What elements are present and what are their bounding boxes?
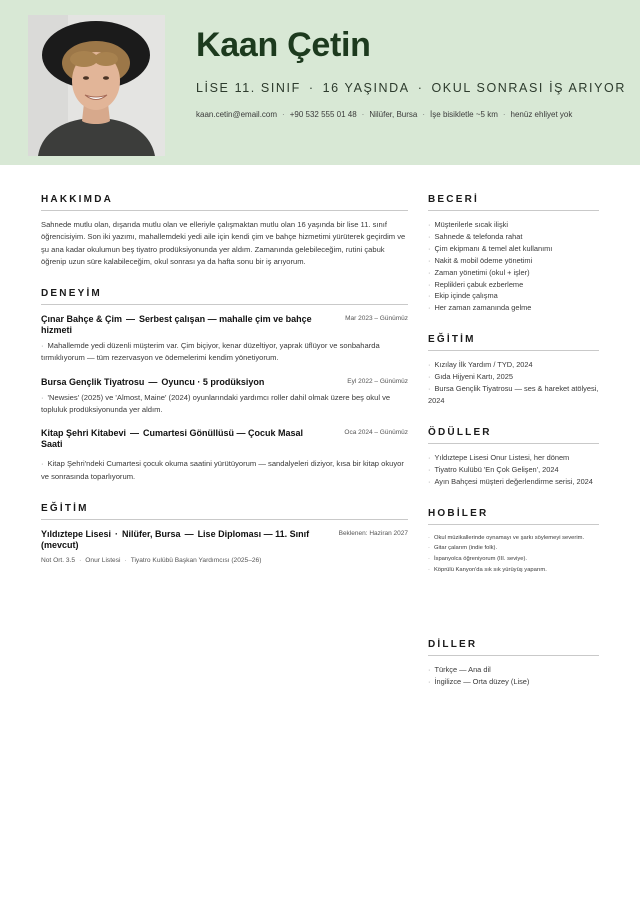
skills-section [428, 194, 599, 314]
list-item: · Zaman yönetimi (okul + işler) [428, 267, 530, 277]
job-entry [41, 314, 408, 365]
education-meta: Not Ort. 3.5 · Onur Listesi · Tiyatro Kulübü Başkan Yardımcısı (2025–26) [41, 556, 262, 564]
job-entry [41, 377, 408, 417]
list-item: · Yıldıztepe Lisesi Onur Listesi, her dönem [428, 452, 570, 462]
section-title: HOBİLER [428, 508, 599, 525]
job-org: Kitap Şehri Kitabevi [41, 428, 127, 439]
list-item: · Tiyatro Kulübü 'En Çok Gelişen', 2024 [428, 464, 559, 474]
job-date: Oca 2024 – Günümüz [344, 429, 408, 437]
about-text: Sahnede mutlu olan, dışarıda mutlu olan ve elleriyle çalışmaktan mutlu olan 16 yaşında bir lise 11. sınıf öğrencisiyim. Son iki yazımı, mahallemdeki yedi aile için kendi çim ve bahçe hizmetimi yürüterek geçirdim ve şu ana kadar okulumun beş tiyatro prodüksiyonunda yer aldım. Zamanında gelebileceğim, rutini çabuk öğrenip uzun süre kalabileceğim, okul sonrası ya da hafta sonu bir iş arıyorum. [41, 220, 406, 266]
job-org: Çınar Bahçe & Çim [41, 314, 123, 325]
separator: · [417, 81, 424, 95]
list-item: · İngilizce — Orta düzey (Lise) [428, 676, 530, 686]
job-date: Eyl 2022 – Günümüz [347, 377, 408, 385]
job-bullet: · Kitap Şehri'ndeki Cumartesi çocuk okuma saatini yürütüyorum — sandalyeleri diziyor, kısa bir kitap okuyor ve sonrasında toparlıyorum. [41, 459, 404, 481]
section-title: BECERİ [428, 194, 599, 211]
experience-section [41, 288, 408, 483]
list-item: · Gıda Hijyeni Kartı, 2025 [428, 372, 513, 382]
list-item: · Sahnede & telefonda rahat [428, 231, 523, 241]
school-location: Nilüfer, Bursa [122, 528, 181, 539]
job-title: Bursa Gençlik Tiyatrosu — Oyuncu · 5 prodüksiyon [41, 376, 265, 387]
section-title: DİLLER [428, 639, 599, 656]
contact-line: kaan.cetin@email.com · +90 532 555 01 48 · Nilüfer, Bursa · İşe bisikletle ~5 km · henüz ehliyet yok [196, 110, 573, 119]
education-entry [41, 529, 408, 564]
languages-list [428, 664, 599, 688]
job-org: Bursa Gençlik Tiyatrosu [41, 376, 145, 387]
list-item: · Ekip içinde çalışma [428, 291, 498, 301]
education-date: Beklenen: Haziran 2027 [338, 529, 408, 537]
separator: · [308, 81, 315, 95]
about-section [41, 194, 408, 268]
job-bullet: · 'Newsies' (2025) ve 'Almost, Maine' (2024) oyunlarındaki yardımcı roller dahil olmak üzere beş okul ve topluluk prodüksiyonunda yer aldım. [41, 392, 391, 415]
job-title: Çınar Bahçe & Çim — Serbest çalışan — mahalle çim ve bahçe hizmeti [41, 314, 312, 336]
tagline [196, 81, 626, 95]
school-name: Yıldıztepe Lisesi [41, 528, 112, 539]
list-item: · Her zaman zamanında gelme [428, 303, 532, 313]
education-title: Yıldıztepe Lisesi · Nilüfer, Bursa — Lise Diploması — 11. Sınıf (mevcut) [41, 528, 310, 550]
job-entry [41, 428, 408, 483]
languages-section [428, 639, 599, 688]
section-title: HAKKIMDA [41, 194, 408, 211]
list-item: · Bursa Gençlik Tiyatrosu — ses & hareket atölyesi, 2024 [428, 384, 599, 405]
education-section [41, 503, 408, 564]
job-date: Mar 2023 – Günümüz [345, 315, 408, 323]
awards-section [428, 427, 599, 488]
section-title: ÖDÜLLER [428, 427, 599, 444]
list-item: · İspanyolca öğreniyorum (III. seviye). [428, 556, 528, 563]
list-item: · Gitar çalarım (indie folk). [428, 545, 498, 552]
list-item: · Ayın Bahçesi müşteri değerlendirme serisi, 2024 [428, 476, 593, 486]
list-item: · Türkçe — Ana dil [428, 665, 491, 674]
section-title: EĞİTİM [41, 503, 408, 520]
tagline-grade: LİSE 11. SINIF [196, 81, 301, 95]
job-title: Kitap Şehri Kitabevi — Cumartesi Gönüllüsü — Çocuk Masal Saati [41, 428, 304, 450]
certificates-section [428, 334, 599, 407]
contact-commute: İşe bisikletle ~5 km [430, 110, 498, 119]
list-item: · Köprülü Kanyon'da sık sık yürüyüş yaparım. [428, 566, 547, 573]
side-column [428, 194, 599, 686]
profile-photo [28, 15, 165, 156]
header-band [0, 0, 640, 165]
list-item: · Replikleri çabuk ezberleme [428, 279, 524, 289]
main-column [41, 194, 408, 564]
list-item: · Müşterilerle sıcak ilişki [428, 220, 508, 229]
job-role: Cumartesi Gönüllüsü — Çocuk Masal Saati [41, 428, 304, 450]
section-title: DENEYİM [41, 288, 408, 305]
job-bullet: · Mahallemde yedi düzenli müşterim var. Çim biçiyor, kenar düzeltiyor, yaprak üflüyor ve sonbaharda tırmıklıyorum — tüm rezervasyon ve ödemelerimi kendim yönetiyorum. [41, 341, 380, 363]
degree: Lise Diploması — 11. Sınıf (mevcut) [41, 528, 310, 550]
hobbies-section [428, 508, 599, 576]
list-item: · Çim ekipmanı & temel alet kullanımı [428, 243, 553, 253]
list-item: · Okul müzikallerinde oynamayı ve şarkı söylemeyi severim. [428, 534, 585, 541]
contact-email[interactable]: kaan.cetin@email.com [196, 110, 278, 119]
skills-list [428, 219, 599, 314]
job-role: Oyuncu · 5 prodüksiyon [161, 376, 265, 387]
contact-phone[interactable]: +90 532 555 01 48 [289, 110, 357, 119]
contact-location: Nilüfer, Bursa [369, 110, 418, 119]
list-item: · Nakit & mobil ödeme yönetimi [428, 255, 533, 265]
section-title: EĞİTİM [428, 334, 599, 351]
certificates-list [428, 359, 599, 407]
job-role: Serbest çalışan — mahalle çim ve bahçe hizmeti [41, 314, 312, 336]
hobbies-list [428, 533, 599, 576]
list-item: · Kızılay İlk Yardım / TYD, 2024 [428, 360, 533, 370]
tagline-status: OKUL SONRASI İŞ ARIYOR [431, 81, 626, 95]
person-name: Kaan Çetin [196, 26, 371, 64]
awards-list [428, 452, 599, 488]
tagline-age: 16 YAŞINDA [322, 81, 410, 95]
contact-license: henüz ehliyet yok [510, 110, 573, 119]
